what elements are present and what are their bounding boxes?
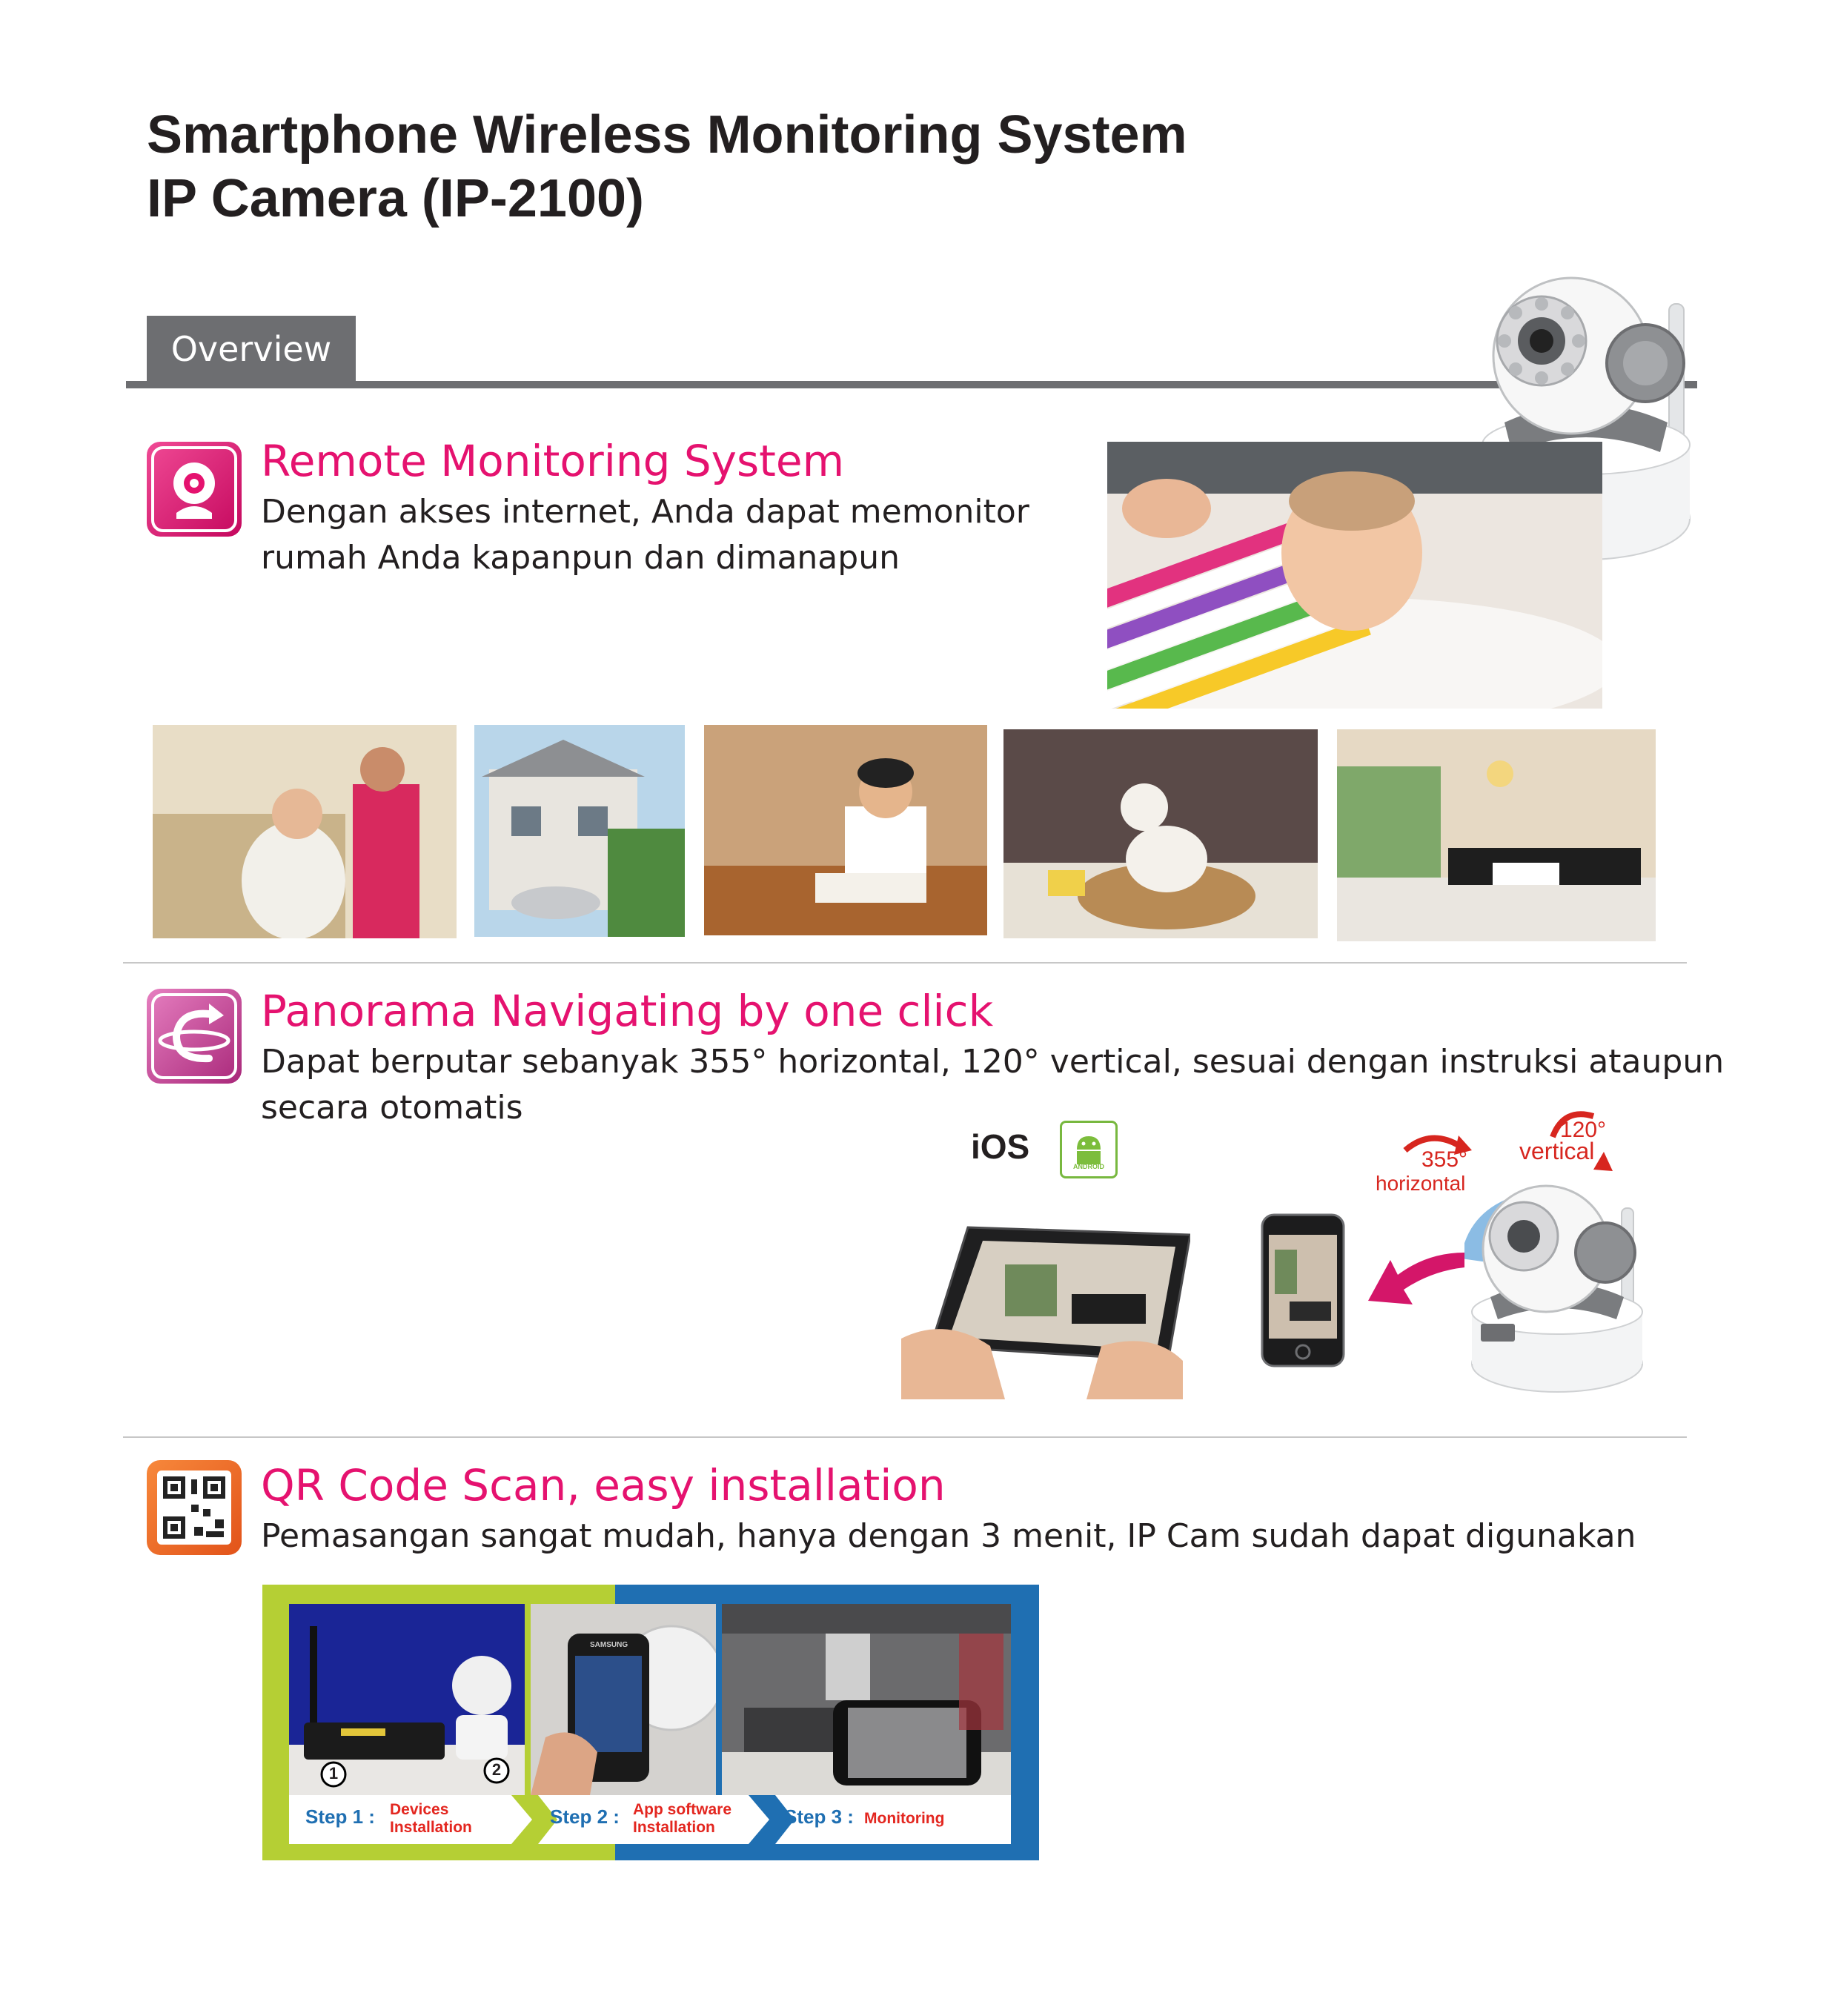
section-body-panorama-line2: secara otomatis [261, 1089, 523, 1127]
tablet-in-hands-image [901, 1205, 1190, 1399]
smartphone-image [1260, 1213, 1346, 1368]
installation-steps-banner [262, 1585, 1039, 1860]
webcam-icon [147, 442, 242, 537]
step-2-text-line1: App software [633, 1801, 732, 1818]
marker-1: 1 [328, 1764, 339, 1783]
section-divider-1 [123, 962, 1687, 964]
step-1-label: Step 1 : [305, 1806, 375, 1828]
qr-code-icon [147, 1460, 242, 1555]
step-3-label: Step 3 : [784, 1806, 854, 1828]
boy-studying-photo [704, 725, 987, 935]
step-1-text-line1: Devices [390, 1801, 449, 1818]
dog-photo [1003, 729, 1318, 938]
house-exterior-photo [474, 725, 685, 937]
section-body-remote-monitoring-line2: rumah Anda kapanpun dan dimanapun [261, 539, 900, 577]
horizontal-label-text: horizontal [1376, 1172, 1466, 1195]
section-body-qr-code-line1: Pemasangan sangat mudah, hanya dengan 3 menit, IP Cam sudah dapat digunakan [261, 1517, 1636, 1555]
baby-photo [1107, 442, 1602, 709]
step-2-text-line2: Installation [633, 1819, 715, 1836]
living-room-photo [1337, 729, 1656, 941]
phone-brand-label: SAMSUNG [590, 1641, 628, 1649]
page-title-line2: IP Camera (IP-2100) [147, 169, 645, 228]
android-icon [1060, 1121, 1118, 1178]
section-body-remote-monitoring-line1: Dengan akses internet, Anda dapat memonitor [261, 493, 1029, 531]
elderly-care-photo [153, 725, 457, 938]
horizontal-degrees-text: 355° [1421, 1147, 1468, 1172]
devices-installation-photo [289, 1604, 525, 1795]
section-heading-panorama: Panorama Navigating by one click [261, 986, 994, 1036]
step-3-text-line1: Monitoring [864, 1810, 945, 1827]
overview-tab[interactable]: Overview [147, 316, 356, 382]
step-1-text-line2: Installation [390, 1819, 472, 1836]
section-body-panorama-line1: Dapat berputar sebanyak 355° horizontal, 120° vertical, sesuai dengan instruksi ataupun [261, 1043, 1725, 1081]
pink-arrow-icon [1368, 1238, 1472, 1312]
section-divider-2 [123, 1436, 1687, 1438]
overview-divider [126, 381, 1697, 388]
android-label: ANDROID [1073, 1163, 1104, 1170]
section-heading-qr-code: QR Code Scan, easy installation [261, 1460, 946, 1511]
app-installation-photo [531, 1604, 716, 1795]
marker-2: 2 [491, 1760, 502, 1779]
ios-label: iOS [971, 1127, 1030, 1166]
step-2-label: Step 2 : [550, 1806, 620, 1828]
section-heading-remote-monitoring: Remote Monitoring System [261, 436, 845, 486]
page-title-line1: Smartphone Wireless Monitoring System [147, 105, 1187, 165]
monitoring-photo [722, 1604, 1011, 1795]
vertical-degrees-text: 120° [1560, 1118, 1607, 1142]
ip-camera-rotation-image [1464, 1178, 1657, 1393]
rotate-arrow-icon [147, 989, 242, 1084]
vertical-label-text: vertical [1519, 1138, 1595, 1164]
vertical-rotation-badge [1519, 1107, 1630, 1189]
